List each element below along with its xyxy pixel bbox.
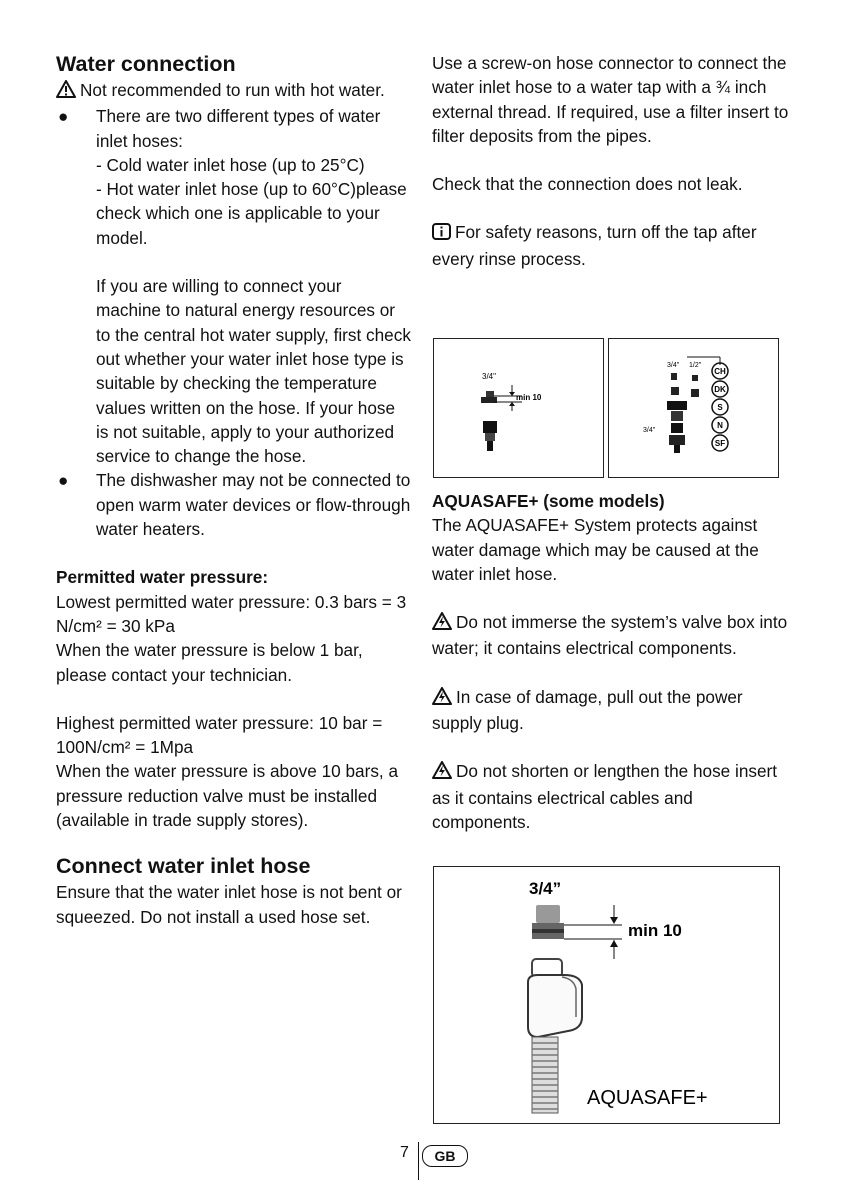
hose-connector-diagram — [433, 338, 604, 478]
bullet-dot: ● — [58, 470, 69, 491]
lowest-pressure: Lowest permitted water pressure: 0.3 bars = 3 N/cm² = 30 kPa — [56, 591, 407, 636]
thread-label: 3/4" — [482, 372, 496, 381]
warning-icon — [432, 612, 452, 636]
warning-icon — [432, 761, 452, 785]
warm-devices-text: The dishwasher may not be connected to open warm water devices or flow-through water heaters. — [96, 470, 411, 540]
warn-shorten: Do not shorten or lengthen the hose insert as it contains electrical cables and components. — [432, 761, 778, 832]
country-connector-diagram — [608, 338, 779, 478]
country-badge-n: N — [717, 421, 723, 430]
heading-connect-hose: Connect water inlet hose — [56, 854, 311, 879]
bullet-hose-types — [56, 104, 411, 468]
country-badge-ch: CH — [714, 367, 726, 376]
right-column — [432, 51, 790, 271]
thread-label-c: 3/4" — [643, 427, 656, 434]
below-1-bar: When the water pressure is below 1 bar, please contact your technician. — [56, 640, 363, 685]
country-badge-dk: DK — [714, 385, 726, 394]
hot-hose: - Hot water inlet hose (up to 60°C)please check which one is applicable to your model. — [96, 179, 407, 248]
aquasafe-section — [432, 489, 790, 834]
warning-icon — [432, 687, 452, 711]
country-badge-s: S — [717, 403, 723, 412]
aquasafe-diagram — [433, 866, 780, 1124]
footer-divider — [418, 1142, 419, 1180]
warn-damage: In case of damage, pull out the power supply plug. — [432, 686, 743, 734]
aquasafe-illustration — [434, 867, 779, 1123]
highest-pressure: Highest permitted water pressure: 10 bar = 100N/cm² = 1Mpa — [56, 712, 383, 758]
page-number: 7 — [400, 1144, 409, 1161]
warn-immerse: Do not immerse the system’s valve box into water; it contains electrical components. — [432, 612, 788, 659]
country-code-badge: GB — [422, 1145, 468, 1167]
connector-text: Use a screw-on hose connector to connect the water inlet hose to a water tap with a ¾ inch external thread. If required, use a filter insert to filter deposits from the pipes. — [432, 53, 789, 146]
country-badges — [712, 363, 728, 451]
aquasafe-min-label: min 10 — [628, 921, 682, 940]
natural-energy-text: If you are willing to connect your machine to natural energy resources or to the central hot water supply, first check out whether your water inlet hose type is suitable by checking the temperature values written on the hose. If your hose is not suitable, apply to your authorized service to change the hose. — [96, 276, 411, 467]
aquasafe-label: AQUASAFE+ — [587, 1087, 708, 1109]
left-column — [56, 50, 411, 929]
info-icon — [432, 222, 451, 246]
country-badge-sf: SF — [714, 439, 726, 448]
aquasafe-thread-label: 3/4” — [529, 879, 562, 898]
heading-water-connection: Water connection — [56, 52, 236, 76]
bullet-warm-devices — [56, 468, 411, 541]
check-leak-text: Check that the connection does not leak. — [432, 174, 743, 195]
warning-icon — [56, 80, 76, 104]
min-label: min 10 — [516, 393, 542, 402]
safety-tap-text: For safety reasons, turn off the tap after every rinse process. — [432, 222, 757, 269]
hose-types-intro: There are two different types of water inlet hoses: — [96, 106, 381, 151]
warning-hot-water: Not recommended to run with hot water. — [56, 78, 411, 104]
thread-label-b: 1/2" — [689, 362, 702, 369]
hose-connector-illustration — [434, 339, 603, 477]
connect-hose-text: Ensure that the water inlet hose is not bent or squeezed. Do not install a used hose set. — [56, 882, 402, 927]
aquasafe-heading: AQUASAFE+ (some models) — [432, 491, 665, 511]
bullet-dot: ● — [58, 106, 69, 127]
aquasafe-text: The AQUASAFE+ System protects against water damage which may be caused at the water inlet hose. — [432, 515, 759, 584]
above-10-bars: When the water pressure is above 10 bars, a pressure reduction valve must be installed (available in trade supply stores). — [56, 761, 399, 831]
cold-hose: - Cold water inlet hose (up to 25°C) — [96, 154, 365, 175]
country-connector-illustration — [609, 339, 778, 477]
pressure-heading: Permitted water pressure: — [56, 567, 269, 588]
thread-label-a: 3/4" — [667, 362, 680, 369]
